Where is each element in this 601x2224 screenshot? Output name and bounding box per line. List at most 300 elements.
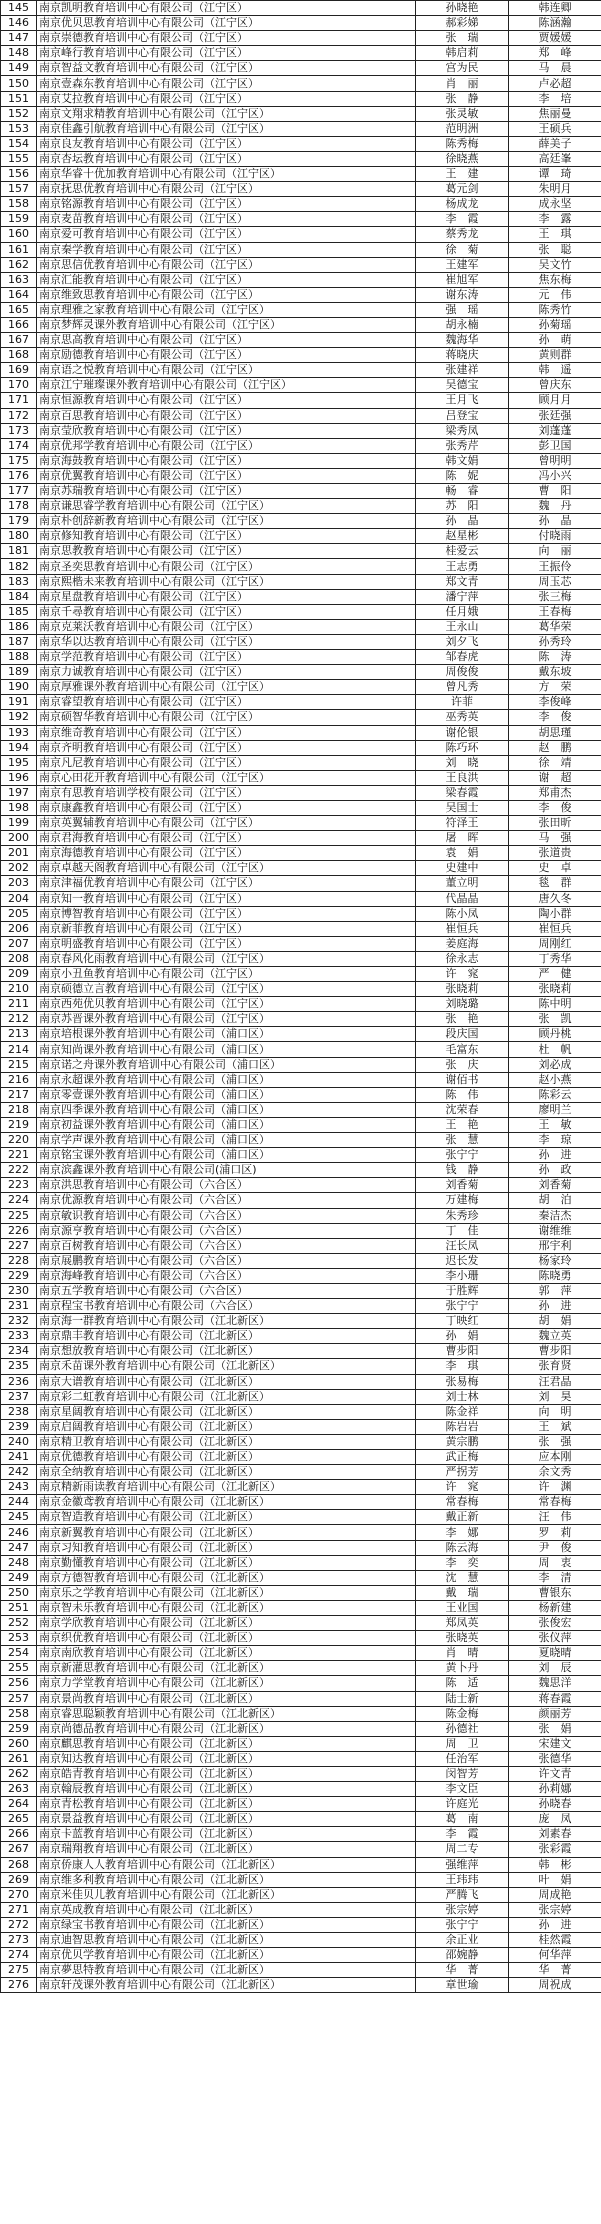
organization-name: 南京景益教育培训中心有限公司（江北新区） [37, 1812, 416, 1827]
row-number: 222 [1, 1163, 37, 1178]
person-name-2: 李 俊 [509, 800, 601, 815]
organization-name: 南京梦辉灵课外教育培训中心有限公司（江宁区） [37, 317, 416, 332]
person-name-1: 赵星彬 [416, 529, 509, 544]
row-number: 229 [1, 1268, 37, 1283]
row-number: 262 [1, 1766, 37, 1781]
person-name-2: 叶 娟 [509, 1872, 601, 1887]
row-number: 192 [1, 710, 37, 725]
person-name-2: 常春梅 [509, 1495, 601, 1510]
table-row [1, 1495, 601, 1510]
person-name-2: 顾丹桃 [509, 1027, 601, 1042]
row-number: 145 [1, 1, 37, 16]
row-number: 266 [1, 1827, 37, 1842]
table-row [1, 1872, 601, 1887]
row-number: 240 [1, 1434, 37, 1449]
table-row [1, 1616, 601, 1631]
organization-name: 南京智造教育培训中心有限公司（江北新区） [37, 1510, 416, 1525]
person-name-1: 姜庭海 [416, 936, 509, 951]
person-name-2: 刘香菊 [509, 1178, 601, 1193]
person-name-1: 代晶晶 [416, 891, 509, 906]
person-name-1: 符泽王 [416, 816, 509, 831]
organization-name: 南京程宝书教育培训中心有限公司（六合区） [37, 1299, 416, 1314]
organization-name: 南京华以达教育培训中心有限公司（江宁区） [37, 634, 416, 649]
person-name-1: 史建中 [416, 861, 509, 876]
person-name-1: 巫秀英 [416, 710, 509, 725]
person-name-2: 周成艳 [509, 1887, 601, 1902]
row-number: 205 [1, 906, 37, 921]
row-number: 167 [1, 333, 37, 348]
person-name-1: 崔旭军 [416, 272, 509, 287]
person-name-1: 段庆国 [416, 1027, 509, 1042]
row-number: 273 [1, 1933, 37, 1948]
row-number: 164 [1, 287, 37, 302]
person-name-2: 陈秀竹 [509, 302, 601, 317]
person-name-2: 陶小群 [509, 906, 601, 921]
organization-name: 南京翰辰教育培训中心有限公司（江北新区） [37, 1782, 416, 1797]
person-name-2: 王 琪 [509, 227, 601, 242]
organization-name: 南京禾苗课外教育培训中心有限公司（江北新区） [37, 1359, 416, 1374]
person-name-1: 王良洪 [416, 770, 509, 785]
person-name-1: 许菲 [416, 695, 509, 710]
organization-name: 南京知达教育培训中心有限公司（江北新区） [37, 1751, 416, 1766]
person-name-1: 谢东涛 [416, 287, 509, 302]
table-row [1, 1782, 601, 1797]
person-name-1: 李 霞 [416, 1827, 509, 1842]
organization-name: 南京凯明教育培训中心有限公司（江宁区） [37, 1, 416, 16]
row-number: 190 [1, 680, 37, 695]
table-row [1, 1359, 601, 1374]
table-row [1, 1540, 601, 1555]
row-number: 199 [1, 816, 37, 831]
organization-name: 南京彩二虹教育培训中心有限公司（江北新区） [37, 1389, 416, 1404]
person-name-2: 李 清 [509, 1570, 601, 1585]
table-row [1, 1148, 601, 1163]
person-name-2: 张晓莉 [509, 982, 601, 997]
row-number: 206 [1, 921, 37, 936]
row-number: 226 [1, 1223, 37, 1238]
person-name-1: 张 慧 [416, 1133, 509, 1148]
organization-name: 南京良友教育培训中心有限公司（江宁区） [37, 136, 416, 151]
table-row [1, 76, 601, 91]
table-row [1, 227, 601, 242]
person-name-2: 孙菊瑶 [509, 317, 601, 332]
person-name-1: 强维萍 [416, 1857, 509, 1872]
row-number: 242 [1, 1465, 37, 1480]
person-name-2: 韩 遥 [509, 363, 601, 378]
person-name-1: 汪长凤 [416, 1238, 509, 1253]
organization-name: 南京勤懂教育培训中心有限公司（江北新区） [37, 1555, 416, 1570]
organization-name: 南京凡尼教育培训中心有限公司（江宁区） [37, 755, 416, 770]
person-name-1: 陈金祥 [416, 1404, 509, 1419]
row-number: 236 [1, 1374, 37, 1389]
table-row [1, 1465, 601, 1480]
row-number: 244 [1, 1495, 37, 1510]
organization-name: 南京敏识教育培训中心有限公司（六合区） [37, 1208, 416, 1223]
person-name-2: 王春梅 [509, 604, 601, 619]
table-row [1, 1299, 601, 1314]
person-name-1: 曾凡秀 [416, 680, 509, 695]
row-number: 270 [1, 1887, 37, 1902]
row-number: 217 [1, 1087, 37, 1102]
table-row [1, 121, 601, 136]
row-number: 213 [1, 1027, 37, 1042]
person-name-2: 刘素春 [509, 1827, 601, 1842]
person-name-1: 谢伦银 [416, 725, 509, 740]
row-number: 241 [1, 1450, 37, 1465]
person-name-1: 张灵敏 [416, 106, 509, 121]
organization-name: 南京千尋教育培训中心有限公司（江宁区） [37, 604, 416, 619]
person-name-1: 戴正新 [416, 1510, 509, 1525]
person-name-1: 章世瑜 [416, 1978, 509, 1993]
table-row [1, 951, 601, 966]
person-name-1: 刘香菊 [416, 1178, 509, 1193]
row-number: 215 [1, 1057, 37, 1072]
person-name-2: 王硕兵 [509, 121, 601, 136]
person-name-2: 周刚红 [509, 936, 601, 951]
person-name-2: 付晓雨 [509, 529, 601, 544]
table-row [1, 31, 601, 46]
person-name-2: 宋建文 [509, 1736, 601, 1751]
person-name-2: 刘蓬蓬 [509, 423, 601, 438]
person-name-2: 胡思瑾 [509, 725, 601, 740]
person-name-2: 张道贵 [509, 846, 601, 861]
person-name-1: 宫为民 [416, 61, 509, 76]
person-name-1: 李文臣 [416, 1782, 509, 1797]
table-row [1, 800, 601, 815]
row-number: 193 [1, 725, 37, 740]
person-name-2: 向 丽 [509, 544, 601, 559]
organization-name: 南京新灌思教育培训中心有限公司（江北新区） [37, 1661, 416, 1676]
organization-name: 南京培根课外教育培训中心有限公司（浦口区） [37, 1027, 416, 1042]
table-row [1, 1827, 601, 1842]
table-row [1, 1057, 601, 1072]
row-number: 223 [1, 1178, 37, 1193]
row-number: 250 [1, 1585, 37, 1600]
organization-name: 南京海德教育培训中心有限公司（江宁区） [37, 846, 416, 861]
table-row [1, 1751, 601, 1766]
table-row [1, 1661, 601, 1676]
person-name-1: 黄宗鹏 [416, 1434, 509, 1449]
person-name-1: 丁映红 [416, 1314, 509, 1329]
person-name-1: 张秀芹 [416, 438, 509, 453]
row-number: 228 [1, 1253, 37, 1268]
organization-name: 南京明盛教育培训中心有限公司（江宁区） [37, 936, 416, 951]
person-name-1: 葛 南 [416, 1812, 509, 1827]
person-name-2: 丁秀华 [509, 951, 601, 966]
organization-name: 南京睿望教育培训中心有限公司（江宁区） [37, 695, 416, 710]
organization-name: 南京齐明教育培训中心有限公司（江宁区） [37, 740, 416, 755]
person-name-2: 华 菁 [509, 1963, 601, 1978]
row-number: 187 [1, 634, 37, 649]
row-number: 175 [1, 453, 37, 468]
person-name-1: 周 卫 [416, 1736, 509, 1751]
person-name-2: 王振伶 [509, 559, 601, 574]
person-name-2: 冯小兴 [509, 468, 601, 483]
person-name-1: 吴国士 [416, 800, 509, 815]
table-row [1, 167, 601, 182]
person-name-1: 戴 瑞 [416, 1585, 509, 1600]
person-name-1: 于胜辉 [416, 1283, 509, 1298]
person-name-2: 焦东梅 [509, 272, 601, 287]
person-name-2: 王 敏 [509, 1117, 601, 1132]
table-row [1, 453, 601, 468]
organization-name: 南京爱可教育培训中心有限公司（江宁区） [37, 227, 416, 242]
row-number: 274 [1, 1948, 37, 1963]
person-name-2: 曹银东 [509, 1585, 601, 1600]
person-name-1: 沈 慧 [416, 1570, 509, 1585]
person-name-1: 王月飞 [416, 393, 509, 408]
person-name-2: 廖明兰 [509, 1102, 601, 1117]
table-row [1, 46, 601, 61]
person-name-1: 朱秀珍 [416, 1208, 509, 1223]
organization-name: 南京夢思特教育培训中心有限公司（江北新区） [37, 1963, 416, 1978]
row-number: 151 [1, 91, 37, 106]
organization-name: 南京皓青教育培训中心有限公司（江北新区） [37, 1766, 416, 1781]
row-number: 176 [1, 468, 37, 483]
person-name-2: 葛华荣 [509, 619, 601, 634]
table-row [1, 650, 601, 665]
organization-name: 南京英翼辅教育培训中心有限公司（江宁区） [37, 816, 416, 831]
person-name-1: 周二专 [416, 1842, 509, 1857]
organization-name: 南京力诚教育培训中心有限公司（江宁区） [37, 665, 416, 680]
organization-name: 南京心田花开教育培训中心有限公司（江宁区） [37, 770, 416, 785]
organization-name: 南京智益文教育培训中心有限公司（江宁区） [37, 61, 416, 76]
person-name-1: 孙德社 [416, 1721, 509, 1736]
table-row [1, 1706, 601, 1721]
table-row [1, 1042, 601, 1057]
row-number: 269 [1, 1872, 37, 1887]
organization-name: 南京全纳教育培训中心有限公司（江北新区） [37, 1465, 416, 1480]
person-name-2: 唐久冬 [509, 891, 601, 906]
person-name-1: 孙 娟 [416, 1329, 509, 1344]
table-row [1, 740, 601, 755]
person-name-2: 成永坚 [509, 197, 601, 212]
person-name-1: 刘夕飞 [416, 634, 509, 649]
row-number: 152 [1, 106, 37, 121]
organization-name: 南京海鼓教育培训中心有限公司（江宁区） [37, 453, 416, 468]
person-name-1: 李 娜 [416, 1525, 509, 1540]
row-number: 219 [1, 1117, 37, 1132]
table-row [1, 1404, 601, 1419]
person-name-1: 毛富东 [416, 1042, 509, 1057]
person-name-1: 许庭光 [416, 1797, 509, 1812]
table-row [1, 695, 601, 710]
table-row [1, 91, 601, 106]
person-name-1: 华 菁 [416, 1963, 509, 1978]
row-number: 195 [1, 755, 37, 770]
organization-name: 南京卡蓝教育培训中心有限公司（江北新区） [37, 1827, 416, 1842]
table-row [1, 1102, 601, 1117]
person-name-2: 吴文竹 [509, 257, 601, 272]
organization-name: 南京四季课外教育培训中心有限公司（浦口区） [37, 1102, 416, 1117]
table-row [1, 710, 601, 725]
table-row [1, 634, 601, 649]
table-row [1, 393, 601, 408]
table-row [1, 1646, 601, 1661]
table-row [1, 906, 601, 921]
row-number: 230 [1, 1283, 37, 1298]
organization-name: 南京学范教育培训中心有限公司（江宁区） [37, 650, 416, 665]
person-name-1: 王建军 [416, 257, 509, 272]
person-name-1: 韩文娟 [416, 453, 509, 468]
person-name-2: 曹步阳 [509, 1344, 601, 1359]
row-number: 161 [1, 242, 37, 257]
person-name-2: 杨新建 [509, 1600, 601, 1615]
row-number: 184 [1, 589, 37, 604]
table-row [1, 1434, 601, 1449]
person-name-1: 陆士新 [416, 1691, 509, 1706]
row-number: 247 [1, 1540, 37, 1555]
person-name-2: 徐 靖 [509, 755, 601, 770]
person-name-1: 邵婉静 [416, 1948, 509, 1963]
table-row [1, 936, 601, 951]
table-row [1, 982, 601, 997]
organization-name: 南京文翔求精教育培训中心有限公司（江宁区） [37, 106, 416, 121]
row-number: 258 [1, 1706, 37, 1721]
row-number: 159 [1, 212, 37, 227]
table-row [1, 1570, 601, 1585]
person-name-2: 周 衷 [509, 1555, 601, 1570]
table-row [1, 61, 601, 76]
person-name-2: 应本刚 [509, 1450, 601, 1465]
row-number: 218 [1, 1102, 37, 1117]
person-name-2: 夏晓晴 [509, 1646, 601, 1661]
person-name-1: 曹步阳 [416, 1344, 509, 1359]
organization-name: 南京初益课外教育培训中心有限公司（浦口区） [37, 1117, 416, 1132]
table-row [1, 1253, 601, 1268]
organization-name: 南京江宁璀璨课外教育培训中心有限公司（江宁区） [37, 378, 416, 393]
table-row [1, 423, 601, 438]
person-name-1: 吕登宝 [416, 408, 509, 423]
organization-name: 南京智未乐教育培训中心有限公司（江北新区） [37, 1600, 416, 1615]
person-name-2: 周玉芯 [509, 574, 601, 589]
row-number: 169 [1, 363, 37, 378]
table-row [1, 891, 601, 906]
organization-name: 南京西苑优贝教育培训中心有限公司（江宁区） [37, 997, 416, 1012]
organization-name: 南京知一教育培训中心有限公司（江宁区） [37, 891, 416, 906]
table-row [1, 151, 601, 166]
person-name-2: 张彩霞 [509, 1842, 601, 1857]
organization-name: 南京优德教育培训中心有限公司（江北新区） [37, 1450, 416, 1465]
person-name-2: 谢 超 [509, 770, 601, 785]
table-row [1, 921, 601, 936]
table-row [1, 785, 601, 800]
organization-name: 南京抚思优教育培训中心有限公司（江宁区） [37, 182, 416, 197]
person-name-2: 李 露 [509, 212, 601, 227]
table-row [1, 1555, 601, 1570]
table-row [1, 1163, 601, 1178]
table-row [1, 484, 601, 499]
row-number: 173 [1, 423, 37, 438]
table-row [1, 1887, 601, 1902]
organization-name: 南京乐之学教育培训中心有限公司（江北新区） [37, 1585, 416, 1600]
person-name-2: 马 强 [509, 831, 601, 846]
person-name-2: 孙 进 [509, 1299, 601, 1314]
table-row [1, 257, 601, 272]
table-row [1, 468, 601, 483]
row-number: 189 [1, 665, 37, 680]
person-name-2: 赵小燕 [509, 1072, 601, 1087]
table-row [1, 287, 601, 302]
person-name-1: 张宁宁 [416, 1299, 509, 1314]
table-row [1, 438, 601, 453]
organization-name: 南京鼎丰教育培训中心有限公司（江北新区） [37, 1329, 416, 1344]
row-number: 263 [1, 1782, 37, 1797]
organization-name: 南京苏晋课外教育培训中心有限公司（江宁区） [37, 1012, 416, 1027]
person-name-1: 张 静 [416, 91, 509, 106]
row-number: 186 [1, 619, 37, 634]
person-name-2: 汪 伟 [509, 1510, 601, 1525]
row-number: 210 [1, 982, 37, 997]
organization-name: 南京厚雅课外教育培训中心有限公司（江宁区） [37, 680, 416, 695]
person-name-2: 张德华 [509, 1751, 601, 1766]
person-name-1: 李小珊 [416, 1268, 509, 1283]
person-name-2: 郑甫杰 [509, 785, 601, 800]
table-row [1, 1, 601, 16]
table-row [1, 1691, 601, 1706]
table-row [1, 1480, 601, 1495]
row-number: 149 [1, 61, 37, 76]
person-name-1: 王 建 [416, 167, 509, 182]
row-number: 203 [1, 876, 37, 891]
organization-name: 南京大谱教育培训中心有限公司（江北新区） [37, 1374, 416, 1389]
organization-name: 南京侨康人人教育培训中心有限公司（江北新区） [37, 1857, 416, 1872]
organization-name: 南京铭源教育培训中心有限公司（江宁区） [37, 197, 416, 212]
table-row [1, 1812, 601, 1827]
person-name-1: 常春梅 [416, 1495, 509, 1510]
table-row [1, 242, 601, 257]
organization-name: 南京铭宝课外教育培训中心有限公司（浦口区） [37, 1148, 416, 1163]
organization-name: 南京优贝学教育培训中心有限公司（江北新区） [37, 1948, 416, 1963]
row-number: 147 [1, 31, 37, 46]
table-row [1, 574, 601, 589]
person-name-2: 张 强 [509, 1434, 601, 1449]
row-number: 201 [1, 846, 37, 861]
person-name-2: 魏立英 [509, 1329, 601, 1344]
table-row [1, 1963, 601, 1978]
person-name-1: 陈岩岩 [416, 1419, 509, 1434]
person-name-1: 张 庆 [416, 1057, 509, 1072]
row-number: 265 [1, 1812, 37, 1827]
row-number: 267 [1, 1842, 37, 1857]
table-row [1, 1374, 601, 1389]
table-row [1, 1283, 601, 1298]
organization-name: 南京景尚教育培训中心有限公司（江北新区） [37, 1691, 416, 1706]
person-name-1: 孙 晶 [416, 514, 509, 529]
organization-name: 南京君海教育培训中心有限公司（江宁区） [37, 831, 416, 846]
organization-name: 南京迪智思教育培训中心有限公司（江北新区） [37, 1933, 416, 1948]
table-row [1, 1178, 601, 1193]
row-number: 221 [1, 1148, 37, 1163]
organization-name: 南京诺之舟课外教育培训中心有限公司（浦口区） [37, 1057, 416, 1072]
person-name-1: 许 窕 [416, 1480, 509, 1495]
organization-name: 南京海一群教育培训中心有限公司（江北新区） [37, 1314, 416, 1329]
person-name-2: 孙 进 [509, 1917, 601, 1932]
organization-name: 南京知尚课外教育培训中心有限公司（浦口区） [37, 1042, 416, 1057]
row-number: 156 [1, 167, 37, 182]
row-number: 178 [1, 499, 37, 514]
organization-name: 南京硕德立言教育培训中心有限公司（江宁区） [37, 982, 416, 997]
row-number: 150 [1, 76, 37, 91]
table-row [1, 1087, 601, 1102]
row-number: 235 [1, 1359, 37, 1374]
person-name-1: 董立明 [416, 876, 509, 891]
organization-name: 南京思教教育培训中心有限公司（江宁区） [37, 544, 416, 559]
row-number: 154 [1, 136, 37, 151]
row-number: 220 [1, 1133, 37, 1148]
organization-name: 南京励德教育培训中心有限公司（江宁区） [37, 348, 416, 363]
person-name-2: 赵 鹏 [509, 740, 601, 755]
